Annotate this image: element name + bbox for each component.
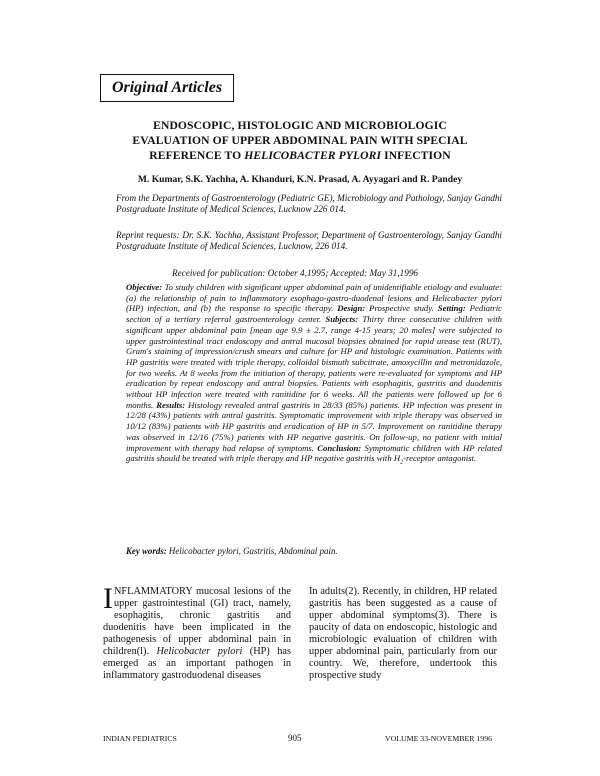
keywords-label: Key words: bbox=[126, 546, 167, 556]
objective-text: To study children with significant upper abdominal pain of unidentifiable etiology and evaluate: (a) the relationship of pain to inflammatory esophago-gastro-duodenal lesions and Helicobacter pylori (HP) infection, and (b) the response to specific therapy. bbox=[126, 282, 502, 314]
title-line-2: EVALUATION OF UPPER ABDOMINAL PAIN WITH SPECIAL bbox=[132, 134, 468, 147]
conclusion-text-end: -receptor antagonist. bbox=[403, 453, 477, 464]
keywords bbox=[126, 546, 502, 556]
body-column-right: In adults(2). Recently, in children, HP related gastritis has been suggested as a cause of upper abdominal symptoms(3). There is paucity of data on endoscopic, histologic and microbiologic evaluation of children with upper abdominal pain, particularly from our country. We, therefore, undertook this prospective study bbox=[309, 586, 497, 681]
title-line-1: ENDOSCOPIC, HISTOLOGIC AND MICROBIOLOGIC bbox=[153, 119, 447, 132]
title-line-3 bbox=[100, 148, 500, 163]
conclusion-label: Conclusion: bbox=[317, 442, 362, 453]
objective-label: Objective: bbox=[126, 282, 163, 292]
title-line-3-suffix: INFECTION bbox=[381, 149, 451, 162]
drop-cap: I bbox=[103, 582, 113, 615]
results-label: Results: bbox=[156, 399, 186, 410]
reprint-requests: Reprint requests: Dr. S.K. Yachha, Assistant Professor, Department of Gastroenterology, Sanjay Gandhi Postgraduate Institute of Medical Sciences, Lucknow, 226 014. bbox=[116, 230, 502, 252]
footer-journal: INDIAN PEDIATRICS bbox=[103, 734, 177, 743]
conclusion-subscript: 2 bbox=[400, 459, 404, 466]
received-dates: Received for publication: October 4,1995; Accepted: May 31,1996 bbox=[171, 268, 419, 278]
body-column-left bbox=[103, 582, 291, 682]
abstract bbox=[126, 282, 502, 469]
article-title bbox=[100, 118, 500, 163]
design-text: Prospective study. bbox=[365, 303, 438, 314]
conclusion-text: Symptomatic children with HP related gastritis should be treated with triple therapy and HP negative gastritis with H bbox=[126, 442, 502, 464]
subjects-text: Thirty three consecutive children with significant upper abdominal pain [mean age 9.9 ± 2.7, range 4-15 years; 20 males] were subjected to upper gastrointestinal tract endoscopy and antral mucosal biopsies obtained for rapid urease test (RUT), Gram's staining of impression/crush smears and culture for HP and histologic examination. Patients with HP gastritis were treated with triple therapy, colloidal bismuth subcitrate, amoxycillin and metronidazole, for two weeks. At 8 weeks from the initiation of therapy, patients were re-evaluated for symptoms and HP eradication by repeat endoscopy and antral biopsies. Patients with esophagitis, gastritis and duodenitis without HP infection were treated with ranitidine for 6 weeks. All the patients were followed up for 6 months. bbox=[126, 314, 502, 410]
setting-text: Pediatric section of a tertiary referral gastroenterology center. bbox=[126, 303, 503, 325]
body-left-italic: Helicobacter pylori bbox=[156, 646, 243, 657]
footer-volume: VOLUME 33-NOVEMBER 1996 bbox=[385, 734, 492, 743]
affiliation: From the Departments of Gastroenterology (Pediatric GE), Microbiology and Pathology, Sanjay Gandhi Postgraduate Institute of Medical Sciences, Lucknow 226 014. bbox=[116, 193, 502, 215]
design-label: Design: bbox=[337, 303, 366, 314]
results-text: Histology revealed antral gastritis in 28/33 (85%) patients. HP infection was present in 12/28 (43%) patients with antral gastritis. Symptomatic improvement with triple therapy was observed in 10/12 (83%) patients with HP gastritis and eradication of HP in 5/7. Improvement on ranitidine therapy was observed in 12/16 (75%) patients with HP negative gastritis. On follow-up, no patient with initial improvement with therapy had relapse of symptoms. bbox=[126, 399, 502, 453]
keywords-text: Helicobacter pylori, Gastritis, Abdominal pain. bbox=[166, 546, 338, 556]
title-line-3-prefix: REFERENCE TO bbox=[149, 149, 245, 162]
footer-page-number: 905 bbox=[288, 733, 302, 743]
authors: M. Kumar, S.K. Yachha, A. Khanduri, K.N. Prasad, A. Ayyagari and R. Pandey bbox=[137, 174, 463, 185]
title-line-3-italic: HELICOBACTER PYLORI bbox=[244, 149, 382, 162]
subjects-label: Subjects: bbox=[325, 314, 359, 325]
setting-label: Setting: bbox=[437, 303, 466, 314]
body-left-text: NFLAMMATORY mucosal lesions of the upper gastrointestinal (GI) tract, namely, esophagitis, chronic gastritis and duodenitis have been implicated in the pathogenesis of upper abdominal pain in children(l). bbox=[103, 586, 291, 657]
section-label: Original Articles bbox=[100, 74, 234, 102]
body-left-text-end: (HP) has emerged as an important pathogen in inflammatory gastroduodenal diseases bbox=[103, 646, 291, 681]
